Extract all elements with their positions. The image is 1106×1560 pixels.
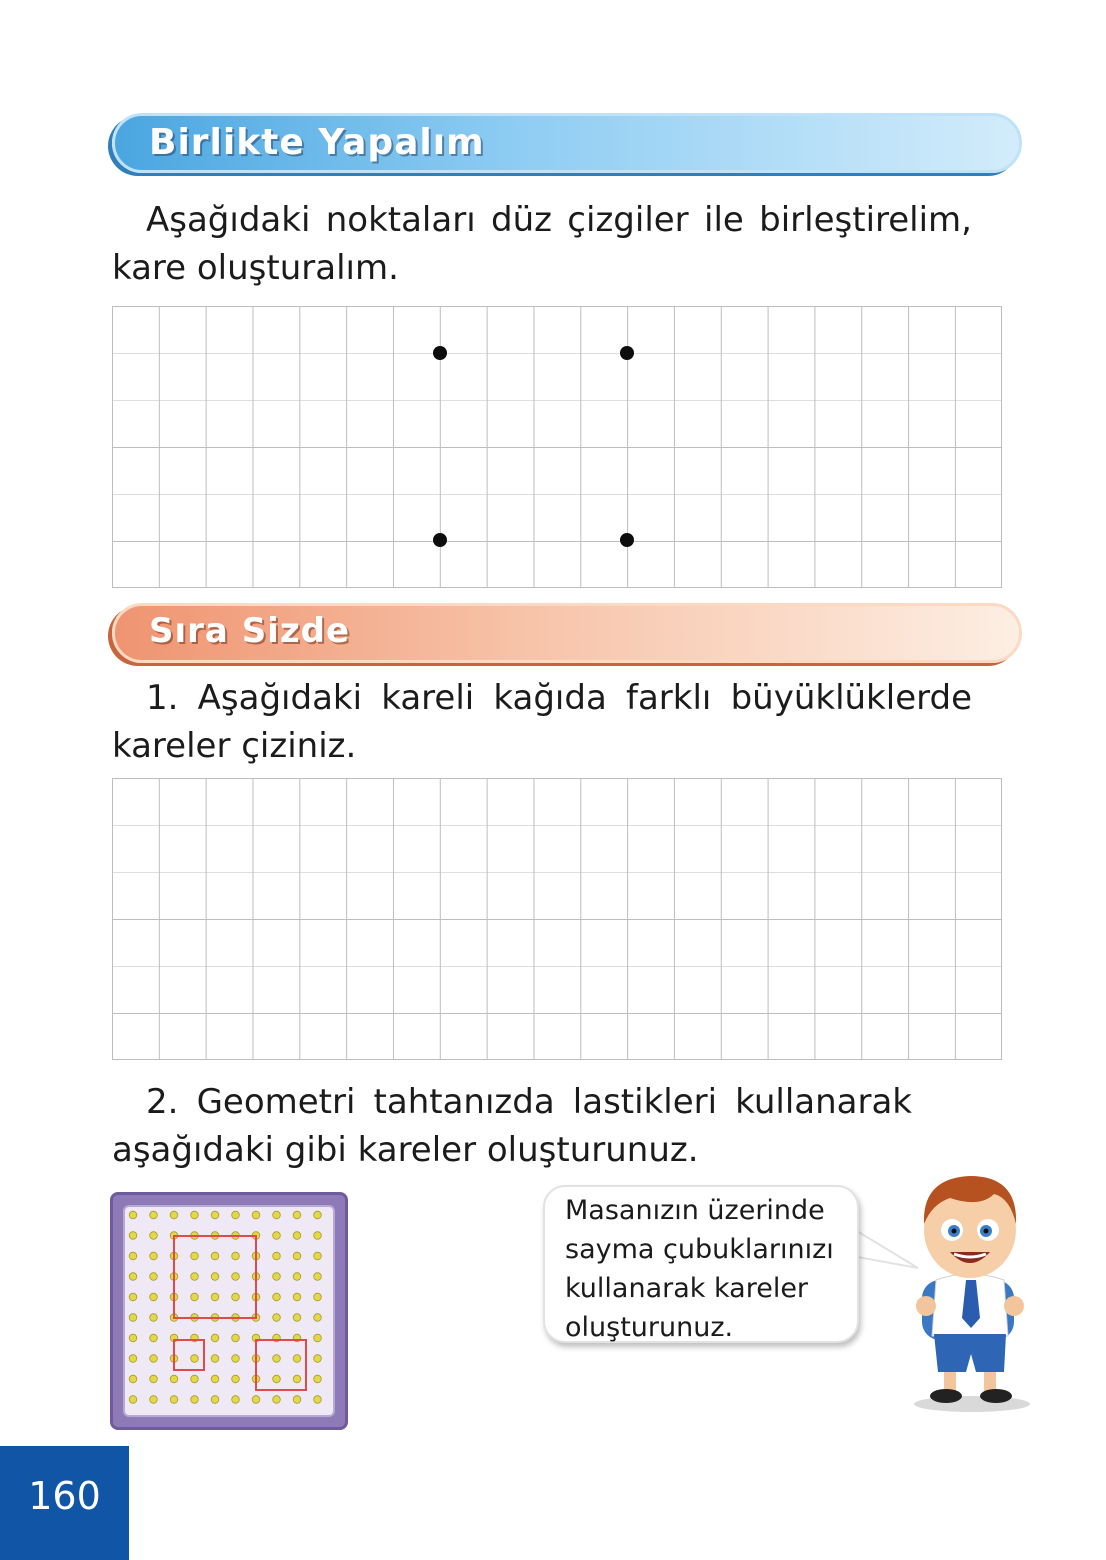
board-peg bbox=[211, 1293, 219, 1301]
board-peg bbox=[273, 1314, 281, 1322]
birlikte-yapalim-title: Birlikte Yapalım bbox=[149, 122, 485, 163]
board-peg bbox=[150, 1334, 158, 1342]
board-peg bbox=[129, 1375, 137, 1383]
board-peg bbox=[150, 1293, 158, 1301]
page-number: 160 bbox=[28, 1474, 101, 1518]
board-peg bbox=[232, 1334, 240, 1342]
board-peg bbox=[293, 1293, 301, 1301]
geometry-board bbox=[110, 1192, 348, 1430]
board-peg bbox=[191, 1252, 199, 1260]
board-peg bbox=[150, 1396, 158, 1404]
grid-dot-bottom-right bbox=[620, 533, 634, 547]
board-peg bbox=[273, 1355, 281, 1363]
page-number-box bbox=[0, 1446, 129, 1560]
board-peg bbox=[129, 1211, 137, 1219]
board-peg bbox=[293, 1232, 301, 1240]
board-peg bbox=[129, 1252, 137, 1260]
board-peg bbox=[150, 1252, 158, 1260]
board-peg bbox=[129, 1314, 137, 1322]
task2-text: 2. Geometri tahtanızda lastikleri kullanarak aşağıdaki gibi kareler oluşturunuz. bbox=[112, 1082, 912, 1170]
board-peg bbox=[211, 1355, 219, 1363]
board-peg bbox=[314, 1314, 322, 1322]
board-peg bbox=[232, 1273, 240, 1281]
board-peg bbox=[232, 1396, 240, 1404]
board-peg bbox=[129, 1273, 137, 1281]
board-peg bbox=[232, 1293, 240, 1301]
board-peg bbox=[129, 1355, 137, 1363]
board-peg bbox=[314, 1396, 322, 1404]
sira-sizde-title: Sıra Sizde bbox=[149, 611, 351, 651]
board-peg bbox=[232, 1375, 240, 1383]
board-peg bbox=[314, 1252, 322, 1260]
board-peg bbox=[150, 1211, 158, 1219]
board-peg bbox=[293, 1396, 301, 1404]
board-peg bbox=[170, 1396, 178, 1404]
board-peg bbox=[191, 1375, 199, 1383]
section1-instruction: Aşağıdaki noktaları düz çizgiler ile birleştirelim, kare oluşturalım. bbox=[112, 200, 972, 288]
board-peg bbox=[293, 1252, 301, 1260]
board-peg bbox=[211, 1252, 219, 1260]
board-peg bbox=[191, 1396, 199, 1404]
task1-text: 1. Aşağıdaki kareli kağıda farklı büyüklüklerde kareler çiziniz. bbox=[112, 678, 972, 766]
board-peg bbox=[273, 1396, 281, 1404]
sira-sizde-banner bbox=[112, 603, 1022, 663]
board-peg bbox=[314, 1232, 322, 1240]
board-peg bbox=[211, 1396, 219, 1404]
board-peg bbox=[129, 1396, 137, 1404]
board-peg bbox=[293, 1375, 301, 1383]
boy-character-illustration bbox=[900, 1168, 1040, 1418]
board-peg bbox=[293, 1273, 301, 1281]
board-peg bbox=[273, 1273, 281, 1281]
speech-bubble bbox=[543, 1185, 859, 1343]
board-peg bbox=[211, 1273, 219, 1281]
board-peg bbox=[314, 1273, 322, 1281]
board-peg bbox=[191, 1293, 199, 1301]
grid-dot-bottom-left bbox=[433, 533, 447, 547]
rubber-band-square-small bbox=[174, 1340, 204, 1370]
board-peg bbox=[273, 1211, 281, 1219]
grid-dot-top-left bbox=[433, 346, 447, 360]
board-peg bbox=[191, 1211, 199, 1219]
geometry-board-surface bbox=[123, 1205, 335, 1417]
board-peg bbox=[191, 1273, 199, 1281]
birlikte-yapalim-banner bbox=[112, 113, 1022, 173]
board-peg bbox=[211, 1211, 219, 1219]
board-peg bbox=[314, 1375, 322, 1383]
board-peg bbox=[293, 1314, 301, 1322]
board-peg bbox=[273, 1252, 281, 1260]
peg-field bbox=[129, 1211, 321, 1403]
board-peg bbox=[232, 1252, 240, 1260]
board-peg bbox=[129, 1232, 137, 1240]
grid-dot-top-right bbox=[620, 346, 634, 360]
board-peg bbox=[273, 1232, 281, 1240]
board-peg bbox=[150, 1314, 158, 1322]
speech-bubble-text: Masanızın üzerinde sayma çubuklarınızı kullanarak kareler oluşturunuz. bbox=[565, 1195, 834, 1343]
board-peg bbox=[211, 1334, 219, 1342]
board-peg bbox=[252, 1211, 260, 1219]
board-peg bbox=[170, 1375, 178, 1383]
board-peg bbox=[211, 1375, 219, 1383]
board-peg bbox=[150, 1375, 158, 1383]
dot-grid-paper[interactable] bbox=[112, 306, 1002, 588]
board-peg bbox=[232, 1211, 240, 1219]
board-peg bbox=[273, 1375, 281, 1383]
board-peg bbox=[293, 1211, 301, 1219]
board-peg bbox=[129, 1293, 137, 1301]
board-peg bbox=[314, 1211, 322, 1219]
board-peg bbox=[150, 1232, 158, 1240]
board-peg bbox=[129, 1334, 137, 1342]
board-peg bbox=[273, 1293, 281, 1301]
board-peg bbox=[191, 1355, 199, 1363]
board-peg bbox=[150, 1273, 158, 1281]
board-peg bbox=[314, 1355, 322, 1363]
geometry-board-pegs bbox=[125, 1207, 335, 1417]
square-grid-paper[interactable] bbox=[112, 778, 1002, 1060]
board-peg bbox=[170, 1211, 178, 1219]
board-peg bbox=[293, 1355, 301, 1363]
board-peg bbox=[150, 1355, 158, 1363]
board-peg bbox=[252, 1396, 260, 1404]
board-peg bbox=[314, 1334, 322, 1342]
board-peg bbox=[314, 1293, 322, 1301]
board-peg bbox=[232, 1355, 240, 1363]
